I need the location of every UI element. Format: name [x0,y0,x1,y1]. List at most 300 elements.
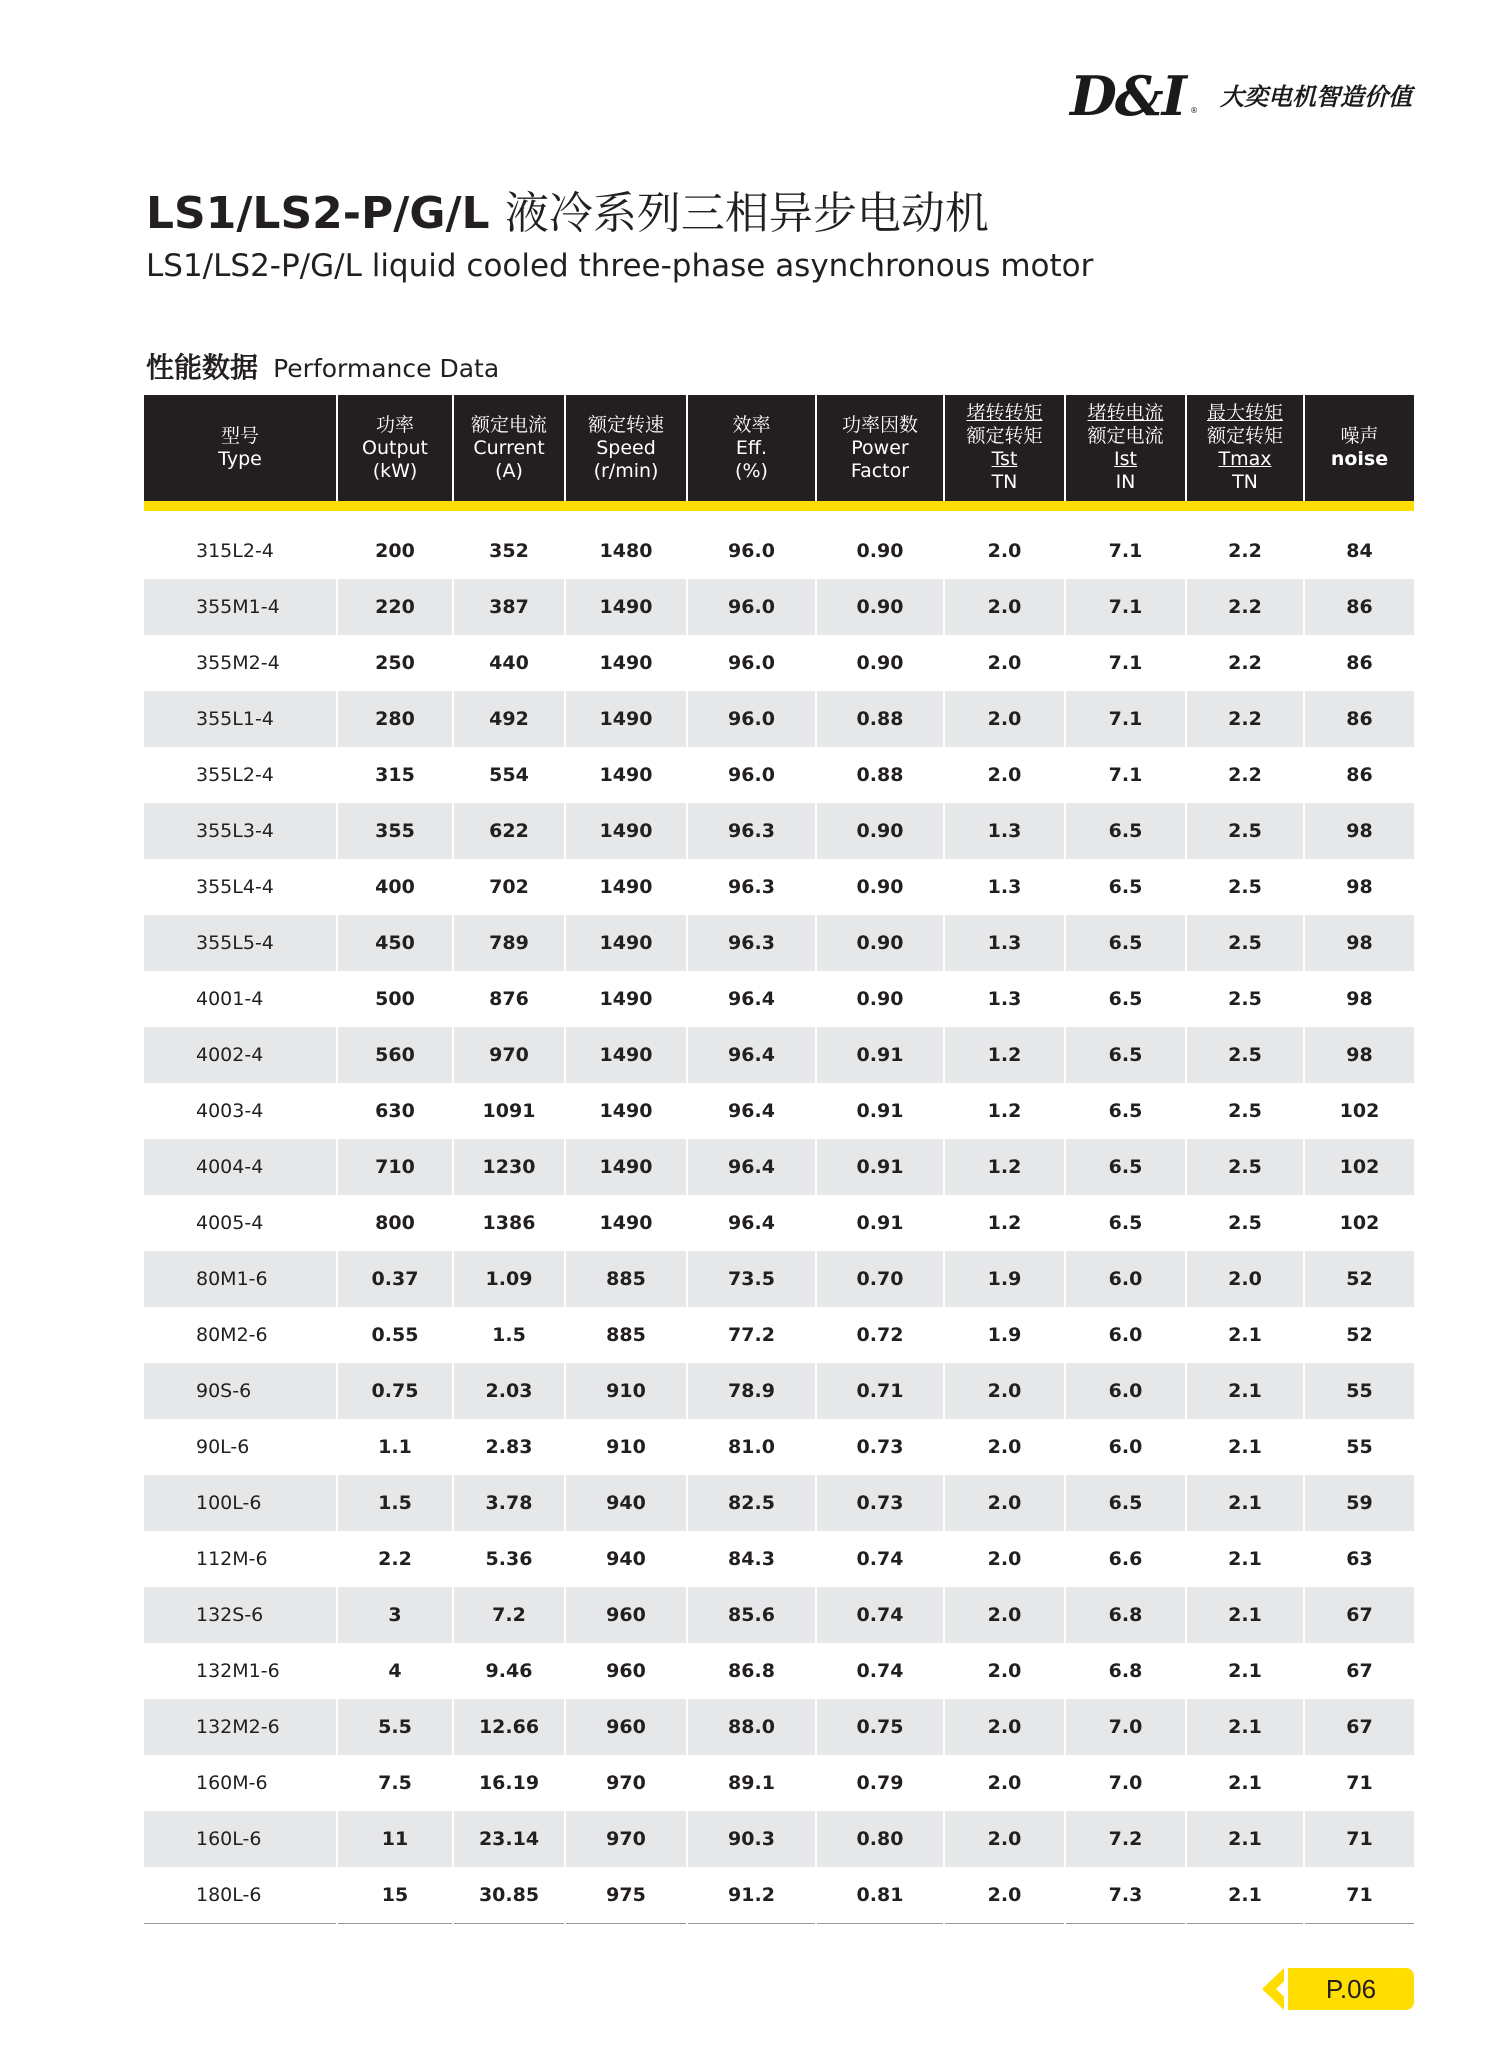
table-cell: 800 [337,1195,453,1251]
table-cell: 84 [1304,523,1414,579]
table-row [144,579,1414,635]
table-cell: 2.0 [944,523,1065,579]
table-cell: 450 [337,915,453,971]
table-cell: 1480 [565,523,687,579]
table-cell: 7.5 [337,1755,453,1811]
table-cell: 59 [1304,1475,1414,1531]
table-cell: 6.0 [1065,1419,1186,1475]
performance-table [144,395,1414,1924]
table-cell: 492 [453,691,565,747]
table-cell: 71 [1304,1755,1414,1811]
table-row [144,1475,1414,1531]
table-cell: 2.1 [1186,1755,1304,1811]
table-cell: 0.91 [816,1083,944,1139]
table-row [144,1419,1414,1475]
table-cell: 220 [337,579,453,635]
table-cell: 0.73 [816,1475,944,1531]
table-cell: 1.3 [944,915,1065,971]
table-cell: 6.5 [1065,859,1186,915]
table-cell: 81.0 [687,1419,816,1475]
table-cell: 2.5 [1186,915,1304,971]
table-row [144,1867,1414,1924]
table-cell: 2.0 [944,635,1065,691]
table-cell: 84.3 [687,1531,816,1587]
table-row [144,971,1414,1027]
table-cell: 2.5 [1186,971,1304,1027]
table-cell: 3 [337,1587,453,1643]
table-cell: 6.8 [1065,1643,1186,1699]
table-cell: 86 [1304,579,1414,635]
col-header-type: 型号 Type [144,395,337,501]
table-cell: 0.90 [816,859,944,915]
table-cell: 2.5 [1186,1083,1304,1139]
table-cell: 2.0 [944,1363,1065,1419]
table-cell: 73.5 [687,1251,816,1307]
cell-type: 80M1-6 [144,1251,337,1307]
table-cell: 1.5 [453,1307,565,1363]
cell-type: 4001-4 [196,988,264,1010]
table-cell: 63 [1304,1531,1414,1587]
table-cell: 0.74 [816,1643,944,1699]
header-spacer [144,511,1414,523]
table-cell: 1490 [565,747,687,803]
table-cell: 0.74 [816,1587,944,1643]
table-cell: 2.2 [1186,635,1304,691]
table-cell: 98 [1304,803,1414,859]
table-body [144,523,1414,1924]
cell-type: 132M1-6 [196,1660,280,1682]
table-cell: 0.90 [816,971,944,1027]
table-cell: 6.5 [1065,1195,1186,1251]
cell-type: 4005-4 [196,1212,264,1234]
table-cell: 2.2 [1186,523,1304,579]
table-cell: 67 [1304,1643,1414,1699]
table-cell: 1490 [565,1083,687,1139]
table-cell: 89.1 [687,1755,816,1811]
table-cell: 1.5 [337,1475,453,1531]
table-cell: 960 [565,1587,687,1643]
table-cell: 1490 [565,1027,687,1083]
table-cell: 96.3 [687,859,816,915]
table-cell: 67 [1304,1587,1414,1643]
table-cell: 1.3 [944,859,1065,915]
table-cell: 1.1 [337,1419,453,1475]
table-cell: 1091 [453,1083,565,1139]
table-cell: 7.2 [1065,1811,1186,1867]
table-cell: 7.1 [1065,747,1186,803]
table-cell: 2.5 [1186,803,1304,859]
table-cell: 622 [453,803,565,859]
table-cell: 88.0 [687,1699,816,1755]
table-cell: 2.1 [1186,1531,1304,1587]
table-cell: 6.5 [1065,915,1186,971]
table-cell: 96.4 [687,1139,816,1195]
table-cell: 2.0 [944,1699,1065,1755]
table-cell: 0.74 [816,1531,944,1587]
col-header-efficiency: 效率 Eff. (%) [687,395,816,501]
table-cell: 910 [565,1363,687,1419]
table-cell: 7.0 [1065,1699,1186,1755]
table-cell: 1.9 [944,1251,1065,1307]
table-row [144,635,1414,691]
table-cell: 1.2 [944,1027,1065,1083]
table-cell: 7.1 [1065,579,1186,635]
table-cell: 86 [1304,635,1414,691]
table-cell: 0.79 [816,1755,944,1811]
table-cell: 970 [565,1755,687,1811]
table-cell: 6.6 [1065,1531,1186,1587]
section-heading-cn: 性能数据 [146,351,259,384]
table-cell: 2.83 [453,1419,565,1475]
section-heading-en: Performance Data [273,354,500,383]
table-cell: 1490 [565,579,687,635]
cell-type: 90S-6 [144,1363,337,1419]
table-cell: 98 [1304,1027,1414,1083]
table-cell: 23.14 [453,1811,565,1867]
table-cell: 975 [565,1867,687,1924]
table-cell: 7.0 [1065,1755,1186,1811]
table-cell: 560 [337,1027,453,1083]
cell-type: 100L-6 [144,1475,337,1531]
table-cell: 6.5 [1065,1475,1186,1531]
table-cell: 96.4 [687,1083,816,1139]
cell-type: 355L5-4 [144,915,337,971]
header-accent-bar [144,501,1414,511]
cell-type: 355L4-4 [196,876,274,898]
table-cell: 0.90 [816,635,944,691]
table-cell: 90.3 [687,1811,816,1867]
table-cell: 710 [337,1139,453,1195]
logo-mark: D&I [1070,64,1185,128]
table-cell: 2.0 [944,579,1065,635]
table-cell: 0.81 [816,1867,944,1924]
table-cell: 2.5 [1186,1195,1304,1251]
table-cell: 0.73 [816,1419,944,1475]
table-cell: 96.3 [687,915,816,971]
table-cell: 102 [1304,1139,1414,1195]
table-cell: 0.70 [816,1251,944,1307]
performance-table-container [144,395,1414,1924]
table-cell: 970 [565,1811,687,1867]
table-row [144,523,1414,579]
table-row [144,691,1414,747]
page-number: P.06 [1325,1974,1377,2004]
page-title [146,186,989,242]
table-row [144,1083,1414,1139]
cell-type: 355M1-4 [144,579,337,635]
table-cell: 440 [453,635,565,691]
table-cell: 7.1 [1065,691,1186,747]
cell-type: 160M-6 [196,1772,268,1794]
table-cell: 7.3 [1065,1867,1186,1924]
table-cell: 0.80 [816,1811,944,1867]
cell-type: 4002-4 [144,1027,337,1083]
table-cell: 102 [1304,1195,1414,1251]
table-cell: 0.90 [816,803,944,859]
table-cell: 86 [1304,747,1414,803]
table-cell: 6.0 [1065,1251,1186,1307]
table-cell: 250 [337,635,453,691]
table-row [144,859,1414,915]
table-cell: 910 [565,1419,687,1475]
table-cell: 7.1 [1065,523,1186,579]
table-cell: 2.0 [944,747,1065,803]
table-cell: 1.2 [944,1195,1065,1251]
table-cell: 315 [337,747,453,803]
table-cell: 2.0 [1186,1251,1304,1307]
table-row [144,1587,1414,1643]
table-cell: 96.0 [687,635,816,691]
table-cell: 2.0 [944,1811,1065,1867]
table-cell: 2.5 [1186,859,1304,915]
table-cell: 960 [565,1699,687,1755]
table-cell: 0.90 [816,915,944,971]
table-row [144,1363,1414,1419]
table-cell: 6.0 [1065,1307,1186,1363]
table-cell: 2.1 [1186,1699,1304,1755]
table-cell: 2.0 [944,1867,1065,1924]
table-cell: 0.88 [816,691,944,747]
table-cell: 789 [453,915,565,971]
table-cell: 1490 [565,1139,687,1195]
table-cell: 1490 [565,691,687,747]
table-cell: 6.5 [1065,1083,1186,1139]
table-cell: 96.0 [687,523,816,579]
table-header-row [144,395,1414,501]
cell-type: 355L3-4 [144,803,337,859]
table-row [144,1251,1414,1307]
table-cell: 85.6 [687,1587,816,1643]
table-cell: 1490 [565,971,687,1027]
cell-type: 160L-6 [144,1811,337,1867]
table-cell: 71 [1304,1811,1414,1867]
brand-logo [1070,66,1450,126]
table-cell: 96.0 [687,691,816,747]
table-cell: 2.2 [1186,747,1304,803]
table-cell: 702 [453,859,565,915]
table-cell: 2.0 [944,1419,1065,1475]
table-cell: 2.0 [944,1587,1065,1643]
table-cell: 4 [337,1643,453,1699]
table-cell: 6.5 [1065,971,1186,1027]
table-cell: 1490 [565,859,687,915]
table-cell: 98 [1304,971,1414,1027]
table-cell: 5.5 [337,1699,453,1755]
table-cell: 2.1 [1186,1867,1304,1924]
table-cell: 1.09 [453,1251,565,1307]
table-cell: 876 [453,971,565,1027]
table-cell: 7.1 [1065,635,1186,691]
table-cell: 1.9 [944,1307,1065,1363]
table-cell: 2.2 [1186,691,1304,747]
table-row [144,747,1414,803]
table-cell: 1386 [453,1195,565,1251]
table-cell: 1.3 [944,971,1065,1027]
table-cell: 91.2 [687,1867,816,1924]
table-cell: 6.5 [1065,1027,1186,1083]
brand-slogan: 大奕电机智造价值 [1220,82,1412,111]
table-cell: 96.4 [687,971,816,1027]
table-cell: 98 [1304,915,1414,971]
table-cell: 6.8 [1065,1587,1186,1643]
table-cell: 2.5 [1186,1027,1304,1083]
cell-type: 355L2-4 [196,764,274,786]
table-cell: 352 [453,523,565,579]
table-cell: 1.3 [944,803,1065,859]
table-cell: 1.2 [944,1083,1065,1139]
table-cell: 7.2 [453,1587,565,1643]
table-cell: 55 [1304,1419,1414,1475]
table-cell: 500 [337,971,453,1027]
cell-type: 4004-4 [144,1139,337,1195]
table-cell: 970 [453,1027,565,1083]
table-cell: 885 [565,1251,687,1307]
table-row [144,915,1414,971]
table-cell: 1.2 [944,1139,1065,1195]
table-cell: 0.75 [816,1699,944,1755]
table-cell: 0.88 [816,747,944,803]
table-cell: 0.55 [337,1307,453,1363]
table-cell: 0.91 [816,1027,944,1083]
table-cell: 2.1 [1186,1307,1304,1363]
table-cell: 0.90 [816,579,944,635]
table-cell: 355 [337,803,453,859]
table-row [144,1027,1414,1083]
table-row [144,1195,1414,1251]
table-cell: 2.0 [944,1531,1065,1587]
table-cell: 6.5 [1065,803,1186,859]
table-cell: 554 [453,747,565,803]
page-subtitle: LS1/LS2-P/G/L liquid cooled three-phase asynchronous motor [146,248,1094,284]
table-cell: 98 [1304,859,1414,915]
table-cell: 96.0 [687,747,816,803]
table-row [144,1811,1414,1867]
cell-type: 90L-6 [196,1436,250,1458]
table-cell: 1490 [565,915,687,971]
table-cell: 1490 [565,803,687,859]
table-cell: 387 [453,579,565,635]
table-cell: 2.1 [1186,1363,1304,1419]
table-cell: 3.78 [453,1475,565,1531]
table-cell: 2.1 [1186,1811,1304,1867]
table-cell: 0.91 [816,1139,944,1195]
cell-type: 112M-6 [196,1548,268,1570]
table-cell: 15 [337,1867,453,1924]
table-row [144,1699,1414,1755]
table-cell: 1490 [565,1195,687,1251]
col-header-power-factor: 功率因数 Power Factor [816,395,944,501]
table-cell: 2.1 [1186,1587,1304,1643]
col-header-ist-in: 堵转电流 额定电流 Ist IN [1065,395,1186,501]
table-cell: 940 [565,1531,687,1587]
table-cell: 2.0 [944,1755,1065,1811]
table-cell: 16.19 [453,1755,565,1811]
table-cell: 96.3 [687,803,816,859]
table-cell: 2.03 [453,1363,565,1419]
table-cell: 2.2 [1186,579,1304,635]
table-cell: 2.1 [1186,1419,1304,1475]
table-row [144,1643,1414,1699]
table-cell: 77.2 [687,1307,816,1363]
cell-type: 355L1-4 [144,691,337,747]
section-heading [146,346,499,386]
table-cell: 0.91 [816,1195,944,1251]
table-cell: 0.90 [816,523,944,579]
table-cell: 2.5 [1186,1139,1304,1195]
table-cell: 885 [565,1307,687,1363]
table-cell: 940 [565,1475,687,1531]
cell-type: 4003-4 [196,1100,264,1122]
table-cell: 2.2 [337,1531,453,1587]
table-cell: 12.66 [453,1699,565,1755]
registered-mark: ® [1190,106,1198,115]
table-cell: 67 [1304,1699,1414,1755]
table-cell: 71 [1304,1867,1414,1924]
table-cell: 400 [337,859,453,915]
cell-type: 80M2-6 [196,1324,268,1346]
cell-type: 315L2-4 [196,540,274,562]
cell-type: 355M2-4 [196,652,280,674]
title-model: LS1/LS2-P/G/L [146,188,490,239]
table-cell: 960 [565,1643,687,1699]
col-header-current: 额定电流 Current (A) [453,395,565,501]
table-cell: 52 [1304,1307,1414,1363]
table-cell: 1230 [453,1139,565,1195]
table-cell: 9.46 [453,1643,565,1699]
table-cell: 6.0 [1065,1363,1186,1419]
cell-type: 132M2-6 [144,1699,337,1755]
title-chinese: 液冷系列三相异步电动机 [504,188,989,239]
table-cell: 11 [337,1811,453,1867]
table-cell: 1490 [565,635,687,691]
table-cell: 2.0 [944,1475,1065,1531]
table-cell: 86.8 [687,1643,816,1699]
table-cell: 630 [337,1083,453,1139]
table-cell: 2.0 [944,1643,1065,1699]
table-cell: 280 [337,691,453,747]
table-cell: 96.4 [687,1027,816,1083]
table-cell: 200 [337,523,453,579]
page-number-badge [1262,1968,1414,2010]
table-row [144,1531,1414,1587]
table-row [144,1139,1414,1195]
table-cell: 6.5 [1065,1139,1186,1195]
table-cell: 0.71 [816,1363,944,1419]
table-cell: 86 [1304,691,1414,747]
table-cell: 2.1 [1186,1643,1304,1699]
table-cell: 55 [1304,1363,1414,1419]
table-cell: 82.5 [687,1475,816,1531]
table-cell: 52 [1304,1251,1414,1307]
table-cell: 2.1 [1186,1475,1304,1531]
table-cell: 102 [1304,1083,1414,1139]
table-cell: 0.75 [337,1363,453,1419]
table-cell: 78.9 [687,1363,816,1419]
table-cell: 0.72 [816,1307,944,1363]
table-row [144,803,1414,859]
cell-type: 180L-6 [144,1867,337,1924]
col-header-tst-tn: 堵转转矩 额定转矩 Tst TN [944,395,1065,501]
table-cell: 0.37 [337,1251,453,1307]
cell-type: 132S-6 [144,1587,337,1643]
table-row [144,1307,1414,1363]
table-cell: 2.0 [944,691,1065,747]
table-cell: 5.36 [453,1531,565,1587]
col-header-noise: 噪声 noise [1304,395,1414,501]
table-cell: 30.85 [453,1867,565,1924]
table-cell: 96.0 [687,579,816,635]
col-header-output: 功率 Output (kW) [337,395,453,501]
